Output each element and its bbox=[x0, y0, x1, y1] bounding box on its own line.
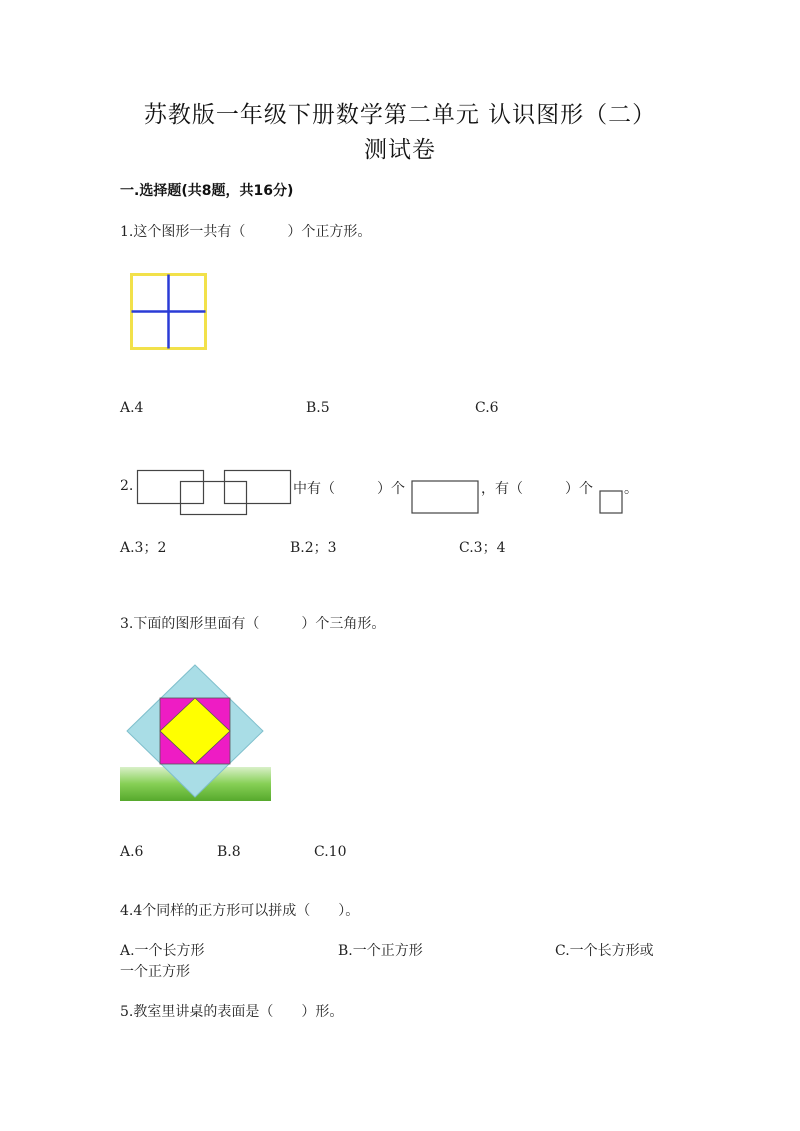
q2-rect-left bbox=[138, 471, 204, 504]
q2-rect-middle bbox=[181, 482, 247, 515]
q2-rect-right bbox=[225, 471, 291, 504]
q4-option-a[interactable]: A.一个长方形 bbox=[120, 943, 205, 959]
q4-option-c[interactable]: C.一个长方形或 bbox=[555, 943, 654, 959]
question-2-end: 。 bbox=[624, 481, 638, 497]
q3-option-c[interactable]: C.10 bbox=[314, 844, 347, 860]
q3-option-b[interactable]: B.8 bbox=[217, 844, 241, 860]
page-title: 苏教版一年级下册数学第二单元 认识图形（二） bbox=[143, 102, 657, 128]
question-2-mid1: 中有（ ）个 bbox=[293, 481, 405, 497]
q1-option-b[interactable]: B.5 bbox=[306, 400, 330, 416]
question-3-text: 3.下面的图形里面有（ ）个三角形。 bbox=[120, 616, 386, 632]
q3-option-a[interactable]: A.6 bbox=[120, 844, 144, 860]
q2-option-c[interactable]: C.3；4 bbox=[459, 540, 506, 556]
section-header: 一.选择题(共8题，共16分) bbox=[120, 183, 294, 199]
question-2-mid2: ，有（ ）个 bbox=[481, 481, 593, 497]
q2-option-a[interactable]: A.3；2 bbox=[120, 540, 167, 556]
question-1-text: 1.这个图形一共有（ ）个正方形。 bbox=[120, 224, 372, 240]
question-2-prefix: 2. bbox=[120, 478, 134, 494]
q4-option-c-continued: 一个正方形 bbox=[120, 964, 190, 980]
q2-overlapping-rectangles-figure bbox=[136, 468, 294, 516]
q2-square-icon bbox=[599, 490, 623, 514]
page-subtitle: 测试卷 bbox=[364, 137, 436, 163]
q1-square-figure bbox=[130, 273, 208, 351]
q1-option-c[interactable]: C.6 bbox=[475, 400, 499, 416]
q3-triangle-figure bbox=[120, 663, 271, 801]
q2-option-b[interactable]: B.2；3 bbox=[290, 540, 337, 556]
q1-option-a[interactable]: A.4 bbox=[120, 400, 144, 416]
question-5-text: 5.教室里讲桌的表面是（ ）形。 bbox=[120, 1004, 344, 1020]
question-4-text: 4.4个同样的正方形可以拼成（ ）。 bbox=[120, 903, 360, 919]
q4-option-b[interactable]: B.一个正方形 bbox=[338, 943, 423, 959]
q2-rectangle-icon bbox=[411, 480, 479, 514]
